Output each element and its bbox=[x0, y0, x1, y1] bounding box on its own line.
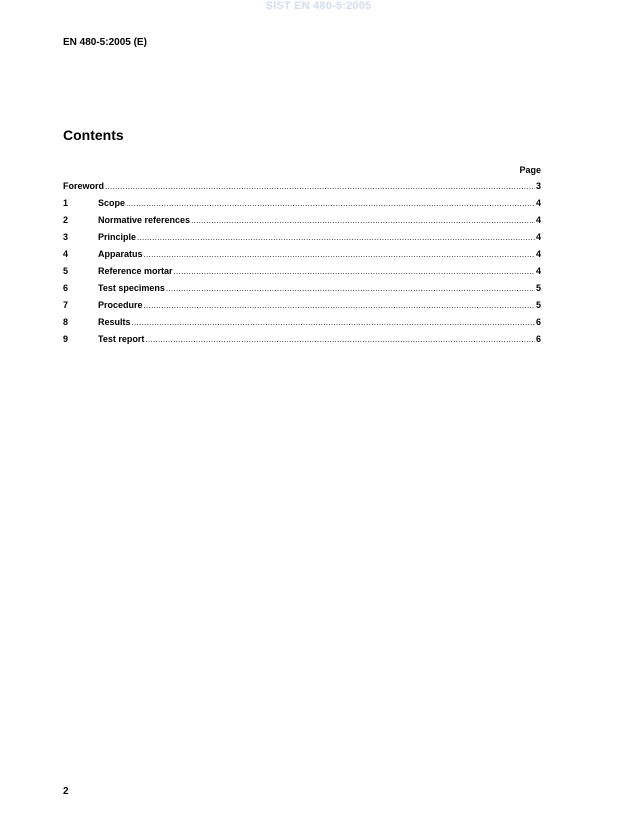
document-id: EN 480-5:2005 (E) bbox=[63, 37, 147, 48]
toc-entry-scope[interactable] bbox=[63, 198, 541, 215]
toc-entry-number: 6 bbox=[63, 283, 69, 293]
toc-entry-apparatus[interactable] bbox=[63, 249, 541, 266]
toc-entry-reference-mortar[interactable] bbox=[63, 266, 541, 283]
toc-entry-title: Results bbox=[98, 317, 131, 327]
toc-entry-procedure[interactable] bbox=[63, 300, 541, 317]
toc-entry-title: Foreword bbox=[63, 181, 105, 191]
page-number: 2 bbox=[63, 786, 69, 797]
table-of-contents bbox=[63, 181, 541, 351]
toc-entry-page: 6 bbox=[535, 317, 541, 327]
toc-entry-title: Procedure bbox=[98, 300, 143, 310]
toc-leader-dots bbox=[144, 249, 535, 260]
toc-leader-dots bbox=[132, 317, 535, 328]
toc-entry-title: Scope bbox=[98, 198, 126, 208]
toc-entry-title: Principle bbox=[98, 232, 137, 242]
toc-leader-dots bbox=[166, 283, 535, 294]
toc-entry-page: 4 bbox=[535, 266, 541, 276]
toc-leader-dots bbox=[174, 266, 535, 277]
toc-entry-title: Test report bbox=[98, 334, 145, 344]
toc-entry-page: 4 bbox=[535, 198, 541, 208]
toc-leader-dots bbox=[145, 334, 535, 345]
toc-entry-page: 4 bbox=[535, 249, 541, 259]
toc-leader-dots bbox=[137, 232, 535, 243]
contents-heading: Contents bbox=[63, 127, 124, 143]
toc-entry-foreword[interactable] bbox=[63, 181, 541, 198]
toc-leader-dots bbox=[105, 181, 535, 192]
toc-entry-test-report[interactable] bbox=[63, 334, 541, 351]
toc-entry-number: 3 bbox=[63, 232, 69, 242]
toc-entry-page: 4 bbox=[535, 215, 541, 225]
toc-entry-page: 6 bbox=[535, 334, 541, 344]
toc-entry-number: 7 bbox=[63, 300, 69, 310]
page-column-heading: Page bbox=[519, 165, 541, 175]
toc-entry-principle[interactable] bbox=[63, 232, 541, 249]
toc-entry-page: 4 bbox=[535, 232, 541, 242]
toc-leader-dots bbox=[126, 198, 535, 209]
toc-entry-title: Apparatus bbox=[98, 249, 143, 259]
toc-entry-page: 3 bbox=[535, 181, 541, 191]
toc-entry-number: 8 bbox=[63, 317, 69, 327]
toc-entry-title: Reference mortar bbox=[98, 266, 173, 276]
toc-entry-page: 5 bbox=[535, 283, 541, 293]
toc-leader-dots bbox=[144, 300, 535, 311]
toc-entry-results[interactable] bbox=[63, 317, 541, 334]
toc-entry-number: 4 bbox=[63, 249, 69, 259]
toc-entry-number: 1 bbox=[63, 198, 69, 208]
toc-entry-number: 2 bbox=[63, 215, 69, 225]
toc-entry-page: 5 bbox=[535, 300, 541, 310]
toc-entry-number: 9 bbox=[63, 334, 69, 344]
toc-entry-title: Test specimens bbox=[98, 283, 165, 293]
toc-leader-dots bbox=[191, 215, 535, 226]
toc-entry-normative-references[interactable] bbox=[63, 215, 541, 232]
toc-entry-title: Normative references bbox=[98, 215, 191, 225]
toc-entry-test-specimens[interactable] bbox=[63, 283, 541, 300]
toc-entry-number: 5 bbox=[63, 266, 69, 276]
watermark: SIST EN 480-5:2005 bbox=[265, 0, 372, 12]
